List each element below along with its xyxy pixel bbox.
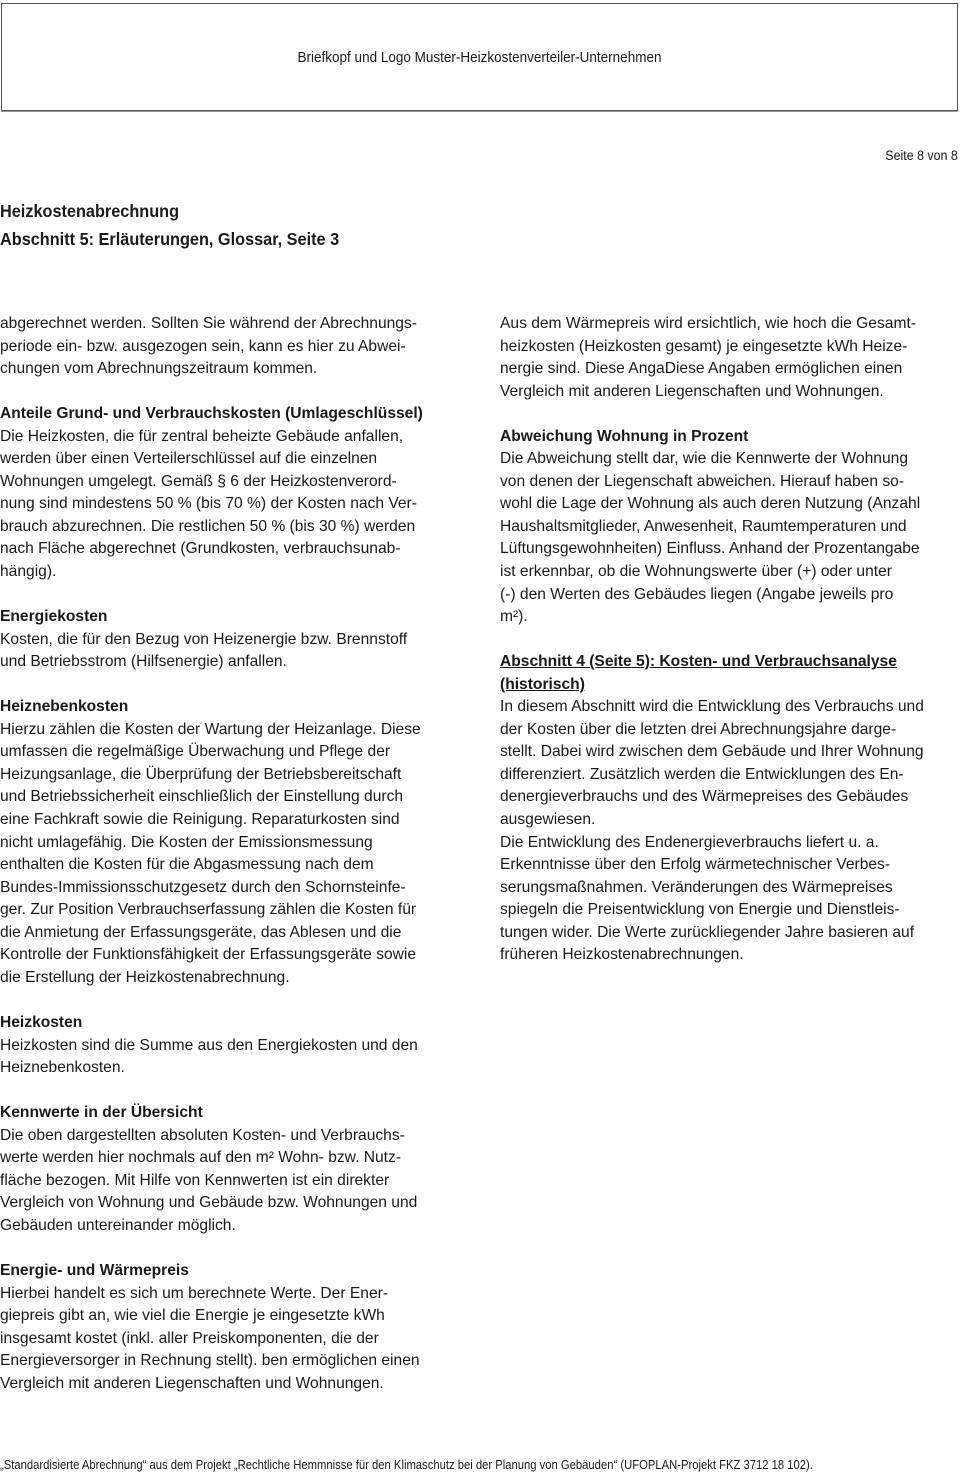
text-line: heizkosten (Heizkosten gesamt) je eingesetzte kWh Heize- bbox=[500, 337, 908, 355]
text-line: von denen der Liegenschaft abweichen. Hierauf haben so- bbox=[500, 472, 904, 490]
text-line: Vergleich mit anderen Liegenschaften und Wohnungen. bbox=[500, 382, 884, 400]
text-line: tungen wider. Die Werte zurückliegender Jahre basieren auf bbox=[500, 923, 915, 941]
text-line: Hierbei handelt es sich um berechnete Werte. Der Ener- bbox=[0, 1284, 389, 1302]
text-line: Kontrolle der Funktionsfähigkeit der Erfassungsgeräte sowie bbox=[0, 946, 417, 964]
section-heading: Abweichung Wohnung in Prozent bbox=[500, 427, 749, 445]
section-heading: (historisch) bbox=[500, 675, 585, 693]
text-line: denergieverbrauchs und des Wärmepreises des Gebäudes bbox=[500, 788, 909, 806]
text-line: und Betriebsstrom (Hilfsenergie) anfallen. bbox=[0, 653, 287, 671]
text-line: periode ein- bzw. ausgezogen sein, kann es hier zu Abwei- bbox=[0, 337, 406, 355]
section-heading: Anteile Grund- und Verbrauchskosten (Umlageschlüssel) bbox=[0, 405, 423, 423]
text-line: Kosten, die für den Bezug von Heizenergie bzw. Brennstoff bbox=[0, 630, 408, 648]
section-heading: Heiznebenkosten bbox=[0, 698, 129, 716]
document-title: Heizkostenabrechnung bbox=[0, 201, 180, 221]
text-line: nach Fläche abgerechnet (Grundkosten, verbrauchsunab- bbox=[0, 540, 401, 558]
page-number: Seite 8 von 8 bbox=[885, 148, 958, 163]
text-line: Vergleich von Wohnung und Gebäude bzw. Wohnungen und bbox=[0, 1194, 418, 1212]
text-line: eine Fachkraft sowie die Reinigung. Reparaturkosten sind bbox=[0, 811, 400, 829]
text-line: Heizkosten sind die Summe aus den Energiekosten und den bbox=[0, 1036, 418, 1054]
text-line: Die Heizkosten, die für zentral beheizte Gebäude anfallen, bbox=[0, 427, 404, 445]
blank-line bbox=[500, 403, 960, 426]
blank-line bbox=[0, 1080, 470, 1103]
text-line: (-) den Werten des Gebäudes liegen (Angabe jeweils pro bbox=[500, 585, 894, 603]
right-column bbox=[500, 313, 960, 967]
text-line: Wohnungen umgelegt. Gemäß § 6 der Heizkostenverord- bbox=[0, 472, 397, 490]
left-column bbox=[0, 313, 470, 1395]
blank-line bbox=[0, 381, 470, 404]
text-line: nergie sind. Diese AngaDiese Angaben ermöglichen einen bbox=[500, 360, 903, 378]
blank-line bbox=[0, 674, 470, 697]
footer-note: „Standardisierte Abrechnung“ aus dem Projekt „Rechtliche Hemmnisse für den Klimaschutz bei der Planung von Gebäuden“ (UFOPLAN-Projekt FKZ 3712 18 102). bbox=[0, 1458, 813, 1472]
text-line: Die Entwicklung des Endenergieverbrauchs liefert u. a. bbox=[500, 833, 879, 851]
text-line: Lüftungsgewohnheiten) Einfluss. Anhand der Prozentangabe bbox=[500, 540, 920, 558]
text-line: Vergleich mit anderen Liegenschaften und Wohnungen. bbox=[0, 1374, 384, 1392]
text-line: ger. Zur Position Verbrauchserfassung zählen die Kosten für bbox=[0, 901, 417, 919]
text-line: wohl die Lage der Wohnung als auch deren Nutzung (Anzahl bbox=[500, 495, 921, 513]
text-line: enthalten die Kosten für die Abgasmessung nach dem bbox=[0, 856, 374, 874]
section-heading: Energie- und Wärmepreis bbox=[0, 1261, 189, 1279]
text-line: ist erkennbar, ob die Wohnungswerte über (+) oder unter bbox=[500, 563, 892, 581]
blank-line bbox=[500, 629, 960, 652]
text-line: früheren Heizkostenabrechnungen. bbox=[500, 946, 744, 964]
text-line: ausgewiesen. bbox=[500, 811, 596, 829]
text-line: Die Abweichung stellt dar, wie die Kennwerte der Wohnung bbox=[500, 450, 908, 468]
text-line: Die oben dargestellten absoluten Kosten- und Verbrauchs- bbox=[0, 1126, 405, 1144]
text-line: Erkenntnisse über den Erfolg wärmetechnischer Verbes- bbox=[500, 856, 891, 874]
text-line: die Anmietung der Erfassungsgeräte, das Ablesen und die bbox=[0, 923, 402, 941]
text-line: hängig). bbox=[0, 563, 57, 581]
text-line: brauch abzurechnen. Die restlichen 50 % (bis 30 %) werden bbox=[0, 517, 416, 535]
text-line: spiegeln die Preisentwicklung von Energie und Dienstleis- bbox=[500, 901, 900, 919]
text-line: In diesem Abschnitt wird die Entwicklung des Verbrauchs und bbox=[500, 698, 924, 716]
text-line: Heiznebenkosten. bbox=[0, 1059, 125, 1077]
letterhead-box bbox=[1, 3, 958, 111]
text-line: und Betriebssicherheit einschließlich der Einstellung durch bbox=[0, 788, 404, 806]
text-line: differenziert. Zusätzlich werden die Entwicklungen des En- bbox=[500, 765, 904, 783]
text-line: serungsmaßnahmen. Veränderungen des Wärmepreises bbox=[500, 878, 893, 896]
text-line: der Kosten über die letzten drei Abrechnungsjahre darge- bbox=[500, 720, 897, 738]
text-line: Energieversorger in Rechnung stellt). ben ermöglichen einen bbox=[0, 1352, 420, 1370]
text-line: fläche bezogen. Mit Hilfe von Kennwerten ist ein direkter bbox=[0, 1171, 390, 1189]
blank-line bbox=[0, 1237, 470, 1260]
text-line: nicht umlagefähig. Die Kosten der Emissionsmessung bbox=[0, 833, 373, 851]
text-line: giepreis gibt an, wie viel die Energie je eingesetzte kWh bbox=[0, 1307, 385, 1325]
text-line: nung sind mindestens 50 % (bis 70 %) der Kosten nach Ver- bbox=[0, 495, 417, 513]
letterhead-text: Briefkopf und Logo Muster-Heizkostenverteiler-Unternehmen bbox=[297, 49, 662, 66]
text-line: Heizungsanlage, die Überprüfung der Betriebsbereitschaft bbox=[0, 765, 402, 783]
text-line: Gebäuden untereinander möglich. bbox=[0, 1216, 236, 1234]
blank-line bbox=[0, 584, 470, 607]
text-line: Haushaltsmitglieder, Anwesenheit, Raumtemperaturen und bbox=[500, 517, 907, 535]
text-line: insgesamt kostet (inkl. aller Preiskomponenten, die der bbox=[0, 1329, 379, 1347]
text-line: Bundes-Immissionsschutzgesetz durch den Schornsteinfe- bbox=[0, 878, 406, 896]
text-line: abgerechnet werden. Sollten Sie während der Abrechnungs- bbox=[0, 315, 417, 332]
text-line: Hierzu zählen die Kosten der Wartung der Heizanlage. Diese bbox=[0, 720, 421, 738]
text-line: werden über einen Verteilerschlüssel auf die einzelnen bbox=[0, 450, 378, 468]
text-line: umfassen die regelmäßige Überwachung und Pflege der bbox=[0, 743, 391, 761]
text-line: chungen vom Abrechnungszeitraum kommen. bbox=[0, 360, 318, 378]
text-line: m²). bbox=[500, 608, 528, 626]
text-line: stellt. Dabei wird zwischen dem Gebäude und Ihrer Wohnung bbox=[500, 743, 924, 761]
section-heading: Kennwerte in der Übersicht bbox=[0, 1104, 203, 1122]
blank-line bbox=[0, 989, 470, 1012]
section-heading: Abschnitt 4 (Seite 5): Kosten- und Verbrauchsanalyse bbox=[500, 653, 897, 671]
section-title: Abschnitt 5: Erläuterungen, Glossar, Seite 3 bbox=[0, 229, 340, 249]
section-heading: Heizkosten bbox=[0, 1013, 83, 1031]
section-heading: Energiekosten bbox=[0, 608, 108, 626]
text-line: Aus dem Wärmepreis wird ersichtlich, wie hoch die Gesamt- bbox=[500, 315, 916, 332]
text-line: die Erstellung der Heizkostenabrechnung. bbox=[0, 968, 290, 986]
text-line: werte werden hier nochmals auf den m² Wohn- bzw. Nutz- bbox=[0, 1149, 401, 1167]
